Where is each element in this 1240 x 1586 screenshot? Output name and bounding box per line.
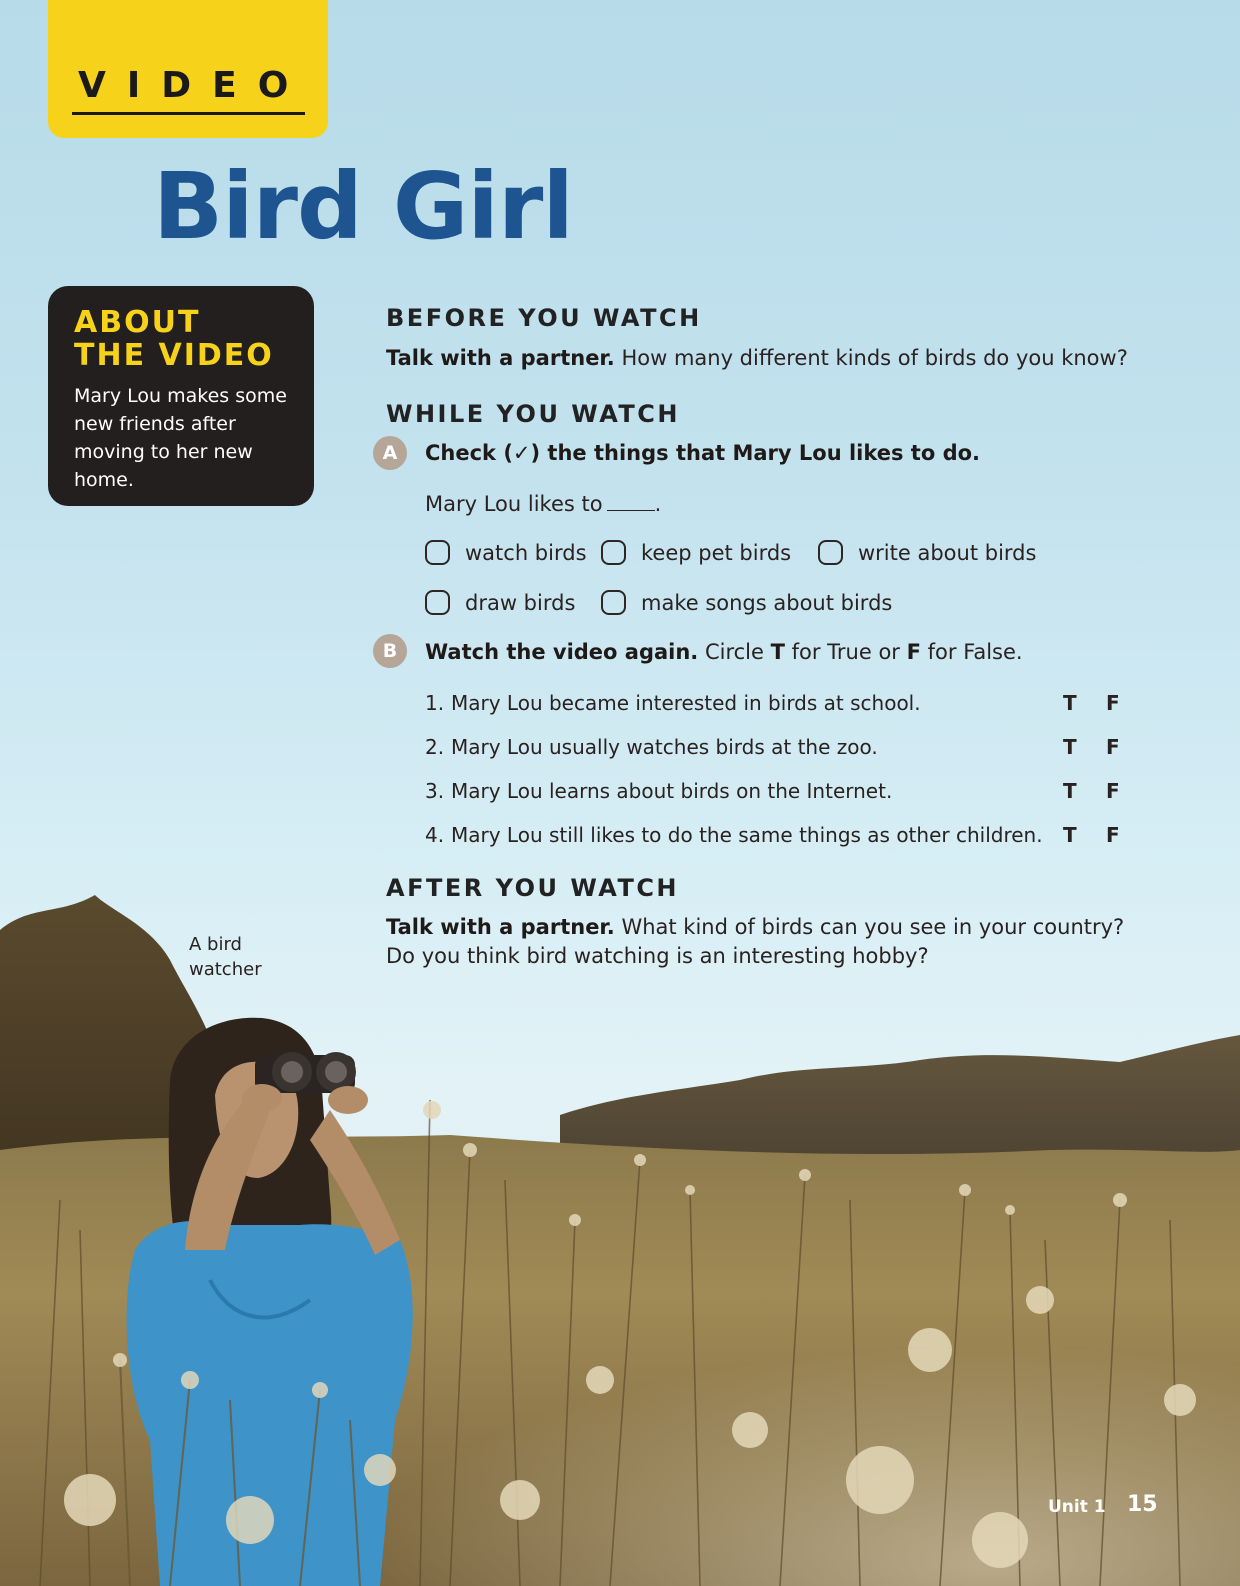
checkbox[interactable] <box>818 540 843 565</box>
photo-caption-line1: A bird <box>189 934 242 955</box>
part-b-instruction <box>425 638 1023 666</box>
part-a-instruction: Check (✓) the things that Mary Lou likes to do. <box>425 441 981 465</box>
part-a-badge: A <box>373 436 407 470</box>
item-statement: Mary Lou usually watches birds at the zoo. <box>451 735 878 759</box>
about-the-video-box <box>48 286 314 506</box>
true-option[interactable]: T <box>1063 691 1077 715</box>
video-tab-label: VIDEO <box>78 65 310 106</box>
part-b-badge: B <box>373 634 407 668</box>
about-heading <box>74 306 304 372</box>
part-b-instruction-mid: for True or <box>784 640 907 664</box>
after-instruction-bold: Talk with a partner. <box>386 915 615 939</box>
before-instruction-text: How many different kinds of birds do you know? <box>614 346 1128 370</box>
true-option[interactable]: T <box>1063 823 1077 847</box>
false-option[interactable]: F <box>1106 823 1120 847</box>
after-instruction-line1 <box>386 913 1124 941</box>
true-false-item-3 <box>425 777 1125 807</box>
true-false-item-2 <box>425 733 1125 763</box>
part-b-t-letter: T <box>770 640 785 664</box>
item-number: 4. <box>425 823 445 847</box>
checkbox[interactable] <box>425 540 450 565</box>
before-you-watch-heading: BEFORE YOU WATCH <box>386 304 702 332</box>
checkbox[interactable] <box>601 540 626 565</box>
part-b-instruction-pre: Circle <box>698 640 771 664</box>
part-a-prompt <box>425 490 661 518</box>
part-b-instruction-bold: Watch the video again. <box>425 640 699 664</box>
unit-label: Unit 1 <box>1048 1497 1106 1517</box>
after-you-watch-heading: AFTER YOU WATCH <box>386 874 680 902</box>
option-label: watch birds <box>465 541 587 565</box>
false-option[interactable]: F <box>1106 779 1120 803</box>
item-number: 3. <box>425 779 445 803</box>
while-you-watch-heading: WHILE YOU WATCH <box>386 400 680 428</box>
item-statement: Mary Lou still likes to do the same things as other children. <box>451 823 1043 847</box>
part-b-instruction-post: for False. <box>920 640 1023 664</box>
part-a-prompt-end: . <box>654 492 662 516</box>
before-instruction-bold: Talk with a partner. <box>386 346 615 370</box>
about-heading-line2: THE VIDEO <box>74 338 274 373</box>
true-false-item-1 <box>425 689 1125 719</box>
page-title: Bird Girl <box>153 153 573 260</box>
answer-blank <box>607 492 655 511</box>
item-statement: Mary Lou learns about birds on the Internet. <box>451 779 893 803</box>
false-option[interactable]: F <box>1106 691 1120 715</box>
about-heading-line1: ABOUT <box>74 305 201 340</box>
photo-caption-line2: watcher <box>189 959 262 980</box>
true-option[interactable]: T <box>1063 735 1077 759</box>
checkbox[interactable] <box>425 590 450 615</box>
after-instruction-text: What kind of birds can you see in your country? <box>614 915 1125 939</box>
item-number: 2. <box>425 735 445 759</box>
option-label: draw birds <box>465 591 576 615</box>
page-number: 15 <box>1127 1492 1158 1517</box>
false-option[interactable]: F <box>1106 735 1120 759</box>
option-label: write about birds <box>858 541 1037 565</box>
about-description: Mary Lou makes some new friends after moving to her new home. <box>74 385 287 491</box>
part-a-prompt-text: Mary Lou likes to <box>425 492 603 516</box>
part-b-f-letter: F <box>906 640 921 664</box>
checkbox[interactable] <box>601 590 626 615</box>
photo-caption <box>189 932 289 982</box>
after-instruction-line2: Do you think bird watching is an interesting hobby? <box>386 944 929 968</box>
option-label: make songs about birds <box>641 591 893 615</box>
before-instruction <box>386 344 1128 372</box>
video-tab <box>48 0 328 138</box>
item-number: 1. <box>425 691 445 715</box>
video-tab-underline <box>72 112 305 115</box>
true-option[interactable]: T <box>1063 779 1077 803</box>
option-label: keep pet birds <box>641 541 792 565</box>
item-statement: Mary Lou became interested in birds at school. <box>451 691 921 715</box>
true-false-item-4 <box>425 821 1125 851</box>
